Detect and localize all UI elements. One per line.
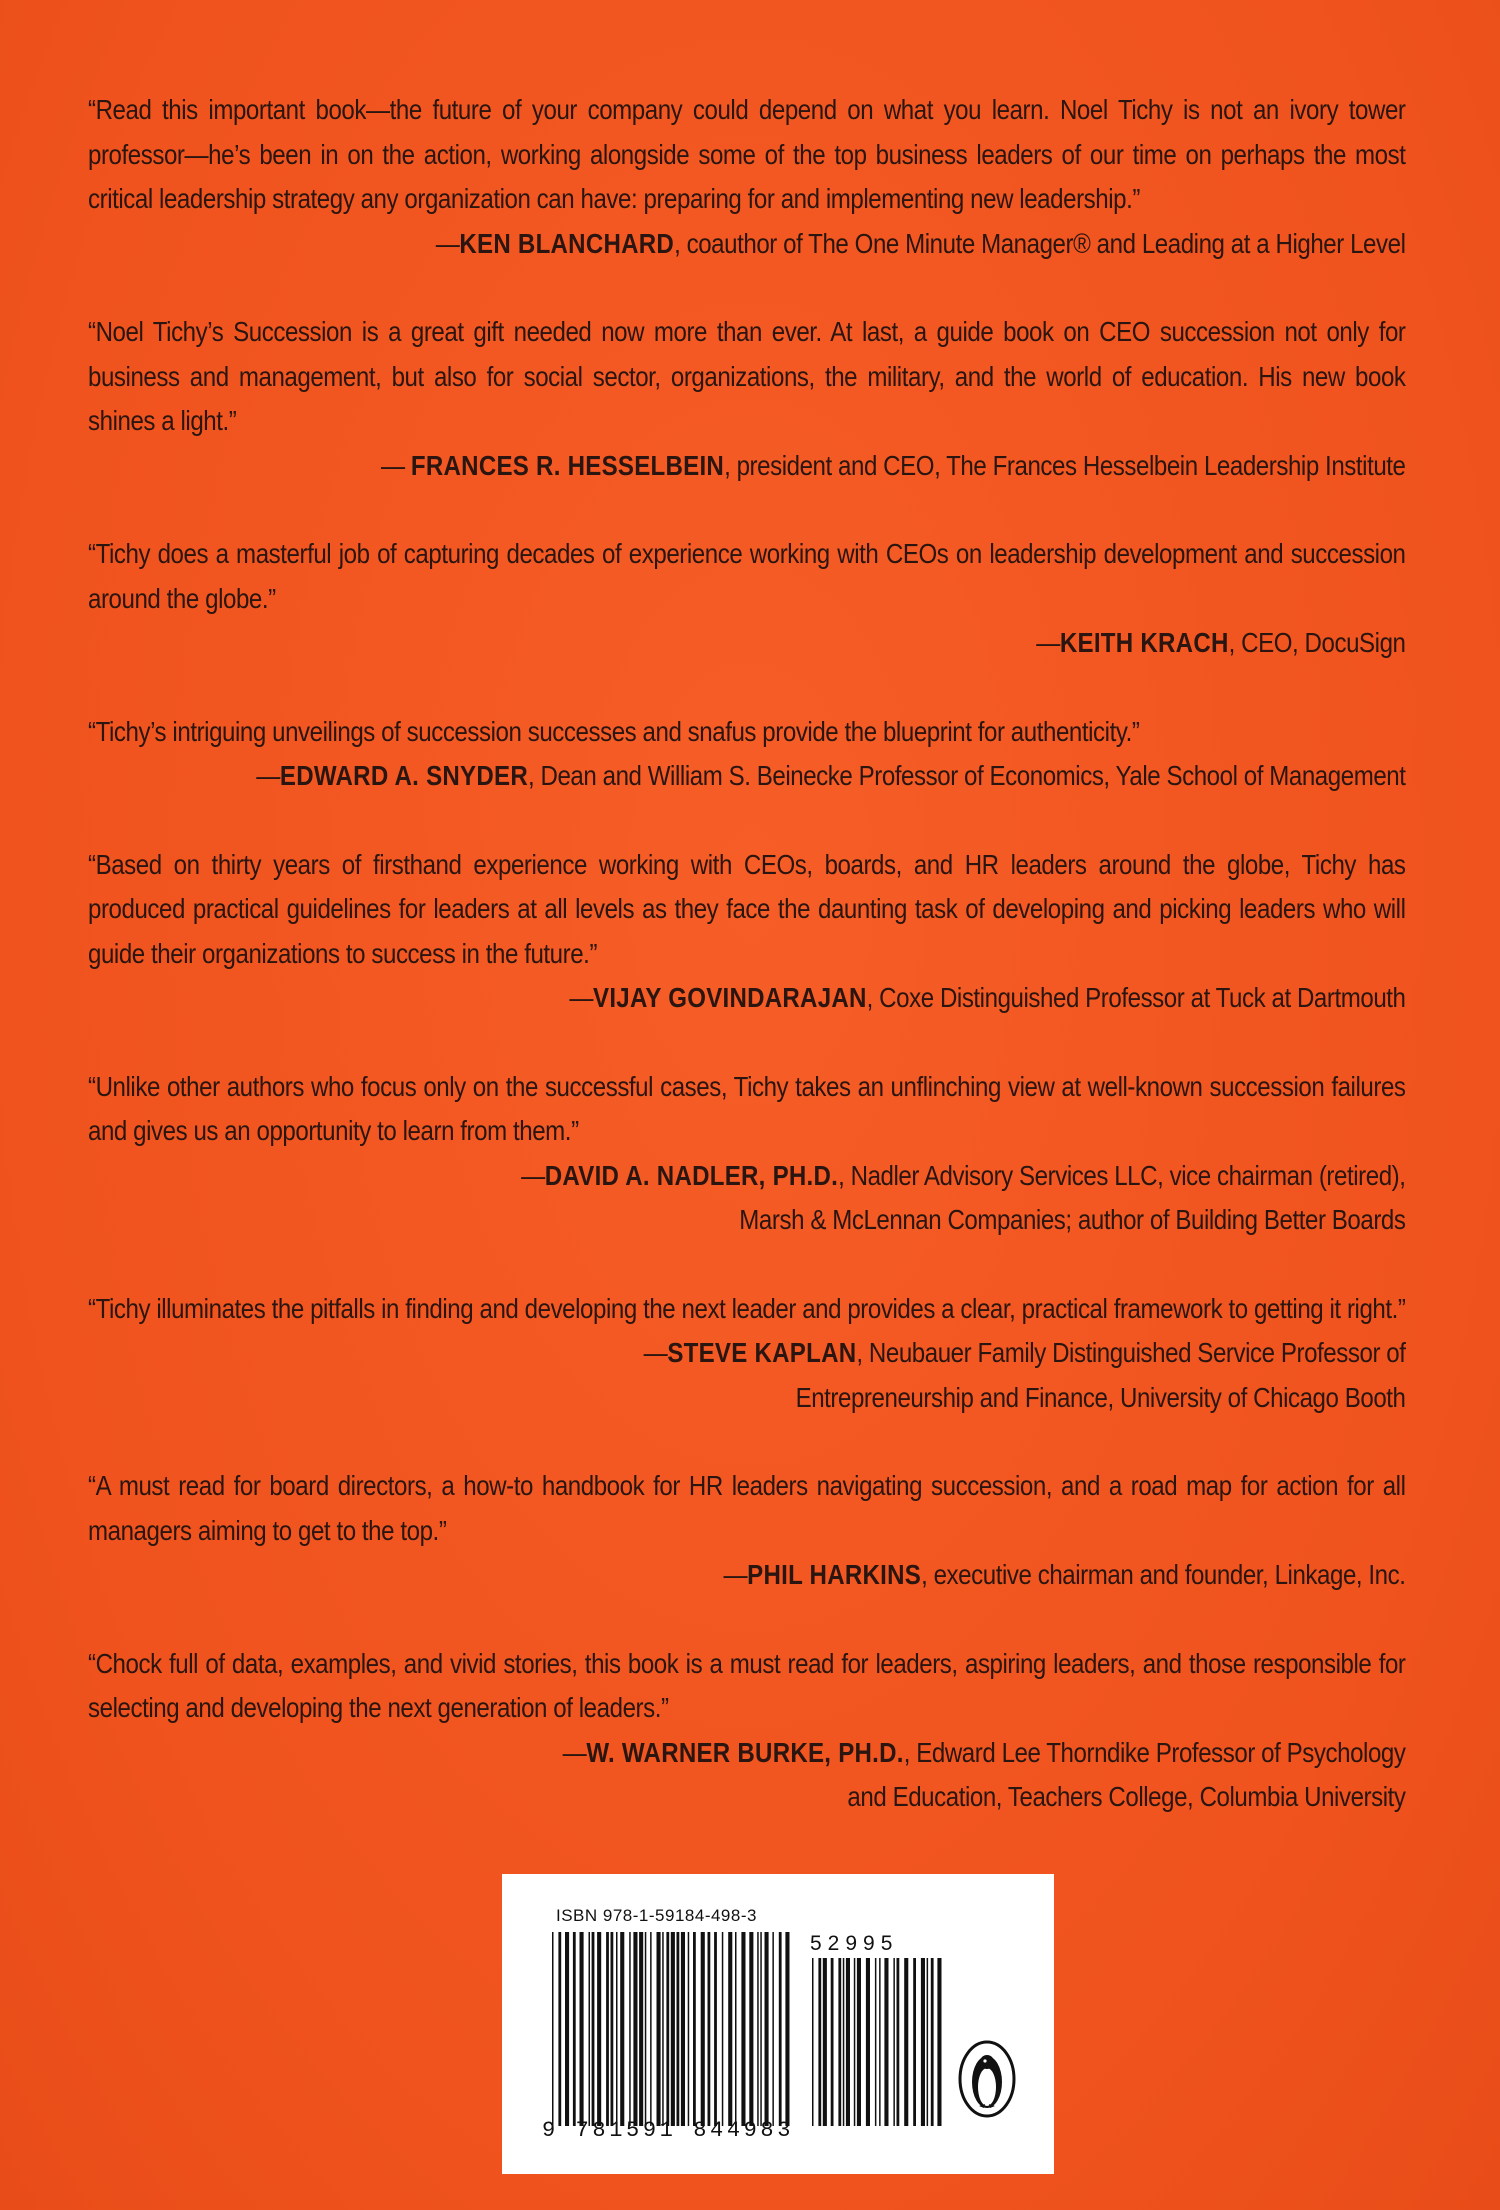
barcode-bar (884, 1958, 888, 2126)
endorser-credentials: , Dean and William S. Beinecke Professor of Economics, Yale School of Management (527, 760, 1406, 791)
barcode-bar (693, 1932, 696, 2126)
barcode-bar (666, 1932, 669, 2126)
barcode-bar (879, 1958, 881, 2126)
blurb-7 (88, 1287, 1406, 1421)
barcode-bar (823, 1958, 827, 2126)
blurb-attribution (88, 754, 1406, 799)
barcode-bar (875, 1958, 877, 2126)
barcode-bar (580, 1932, 584, 2126)
barcode-bar (857, 1958, 861, 2126)
barcode-bar (701, 1932, 705, 2126)
barcode-bar (681, 1932, 685, 2126)
blurb-quote: “Based on thirty years of firsthand experience working with CEOs, boards, and HR leaders around the globe, Tichy has produced practical guidelines for leaders at all levels as they face the daunting task of developing and picking leaders who will guide their organizations to success in the future.” (88, 848, 1406, 969)
barcode-bar (812, 1958, 814, 2126)
endorser-name: STEVE KAPLAN (667, 1337, 857, 1368)
blurb-4 (88, 710, 1406, 799)
blurb-1 (88, 88, 1406, 266)
blurb-2 (88, 310, 1406, 488)
endorser-credentials: , Nadler Advisory Services LLC, vice chairman (retired), (838, 1159, 1406, 1191)
endorser-name: KEN BLANCHARD (459, 227, 675, 259)
barcode-bar (688, 1932, 690, 2126)
barcode-bar (728, 1932, 732, 2126)
barcode-digits: 9 781591 844983 (542, 2118, 795, 2143)
endorser-credentials: and Education, Teachers College, Columbia University (847, 1781, 1406, 1812)
endorser-credentials: , Coxe Distinguished Professor at Tuck at Dartmouth (866, 982, 1406, 1013)
barcode-bar (741, 1932, 745, 2126)
penguin-logo-icon (958, 2040, 1016, 2118)
endorser-credentials: , executive chairman and founder, Linkage, Inc. (921, 1559, 1406, 1590)
endorser-name: KEITH KRACH (1059, 627, 1229, 658)
blurb-attribution (88, 1731, 1406, 1820)
blurb-9 (88, 1642, 1406, 1820)
barcode-bar (921, 1958, 925, 2126)
blurb-quote: “Chock full of data, examples, and vivid stories, this book is a must read for leaders, aspiring leaders, and those responsible for selecting and developing the next generation of leaders.” (88, 1647, 1406, 1723)
blurb-quote: “Read this important book—the future of your company could depend on what you learn. Noel Tichy is not an ivory tower professor—he’s been in on the action, working alongside some of the top business leaders of our time on perhaps the most critical leadership strategy any organization can have: preparing for and implementing new leadership.” (88, 94, 1406, 214)
attribution-dash: — (381, 449, 411, 481)
endorser-name: DAVID A. NADLER, PH.D. (544, 1159, 839, 1191)
endorser-name: EDWARD A. SNYDER (279, 760, 528, 791)
barcode-bar (573, 1932, 576, 2126)
price-code: 52995 (810, 1932, 899, 1955)
barcode-bar (620, 1932, 624, 2126)
barcode-bar (937, 1958, 941, 2126)
barcode-bar (565, 1932, 569, 2126)
blurb-quote: “Tichy illuminates the pitfalls in finding and developing the next leader and provides a clear, practical framework to getting it right.” (88, 1292, 1406, 1324)
blurb-quote: “Tichy’s intriguing unveilings of succession successes and snafus provide the blueprint for authenticity.” (88, 715, 1140, 747)
attribution-dash: — (562, 1736, 587, 1768)
endorser-credentials: , president and CEO, The Frances Hesselbein Leadership Institute (724, 449, 1406, 481)
barcode-bar (931, 1958, 934, 2126)
endorser-name: VIJAY GOVINDARAJAN (593, 982, 867, 1013)
blurb-5 (88, 843, 1406, 1021)
barcode-bar (708, 1932, 711, 2126)
barcode-bar (597, 1932, 601, 2126)
blurb-quote: “A must read for board directors, a how-to handbook for HR leaders navigating succession, and a road map for action for all managers aiming to get to the top.” (88, 1470, 1406, 1546)
barcode-bar (558, 1932, 561, 2126)
barcode-bar (893, 1958, 895, 2126)
endorser-credentials: Entrepreneurship and Finance, University of Chicago Booth (795, 1381, 1406, 1413)
barcode-bar (662, 1932, 664, 2126)
barcode-bar (838, 1958, 841, 2126)
barcode-bar (779, 1932, 782, 2126)
blurb-quote: “Tichy does a masterful job of capturing decades of experience working with CEOs on leadership development and succession around the globe.” (88, 538, 1406, 614)
attribution-dash: — (521, 1159, 545, 1191)
blurb-attribution (88, 976, 1406, 1021)
endorser-name: PHIL HARKINS (747, 1559, 922, 1590)
blurb-attribution (88, 1154, 1406, 1243)
endorser-credentials: , CEO, DocuSign (1228, 627, 1406, 658)
attribution-dash: — (643, 1337, 668, 1368)
endorser-credentials: , Neubauer Family Distinguished Service Professor of (856, 1337, 1406, 1368)
barcode-bar (854, 1958, 856, 2126)
blurb-quote: “Unlike other authors who focus only on the successful cases, Tichy takes an unflinching view at well-known succession failures and gives us an opportunity to learn from them.” (88, 1070, 1406, 1146)
barcode-bar (650, 1932, 652, 2126)
blurb-attribution (88, 1553, 1406, 1598)
blurb-attribution (88, 1331, 1406, 1420)
barcode-bar (552, 1932, 554, 2126)
barcode-bar (831, 1958, 834, 2126)
barcode-bar (671, 1932, 675, 2126)
barcode-bar (785, 1932, 789, 2126)
barcode-bar (765, 1932, 769, 2126)
barcode-bar (760, 1932, 762, 2126)
endorser-credentials: Marsh & McLennan Companies; author of Building Better Boards (739, 1204, 1406, 1235)
barcode-bar (645, 1932, 647, 2126)
endorser-credentials: , coauthor of The One Minute Manager® and Leading at a Higher Level (674, 227, 1406, 259)
attribution-dash: — (435, 227, 460, 259)
attribution-dash: — (1036, 627, 1060, 658)
endorser-name: FRANCES R. HESSELBEIN (410, 449, 725, 481)
endorser-credentials: , Edward Lee Thorndike Professor of Psychology (903, 1736, 1406, 1768)
blurb-6 (88, 1065, 1406, 1243)
barcode-bar (633, 1932, 637, 2126)
barcode-bar (913, 1958, 916, 2126)
barcode-bar (897, 1958, 900, 2126)
isbn-label: ISBN 978-1-59184-498-3 (556, 1906, 757, 1925)
blurb-8 (88, 1464, 1406, 1598)
barcode-bar (639, 1932, 643, 2126)
barcode-bar (735, 1932, 737, 2126)
barcode-bar (818, 1958, 821, 2126)
barcode-bar (927, 1958, 929, 2126)
barcode-bar (616, 1932, 618, 2126)
blurb-attribution (88, 444, 1406, 489)
barcode-bar (866, 1958, 870, 2126)
barcode-bar (589, 1932, 591, 2126)
barcode-bar (772, 1932, 774, 2126)
blurb-attribution (88, 621, 1406, 666)
barcode-bar (657, 1932, 661, 2126)
barcode-bar (749, 1932, 753, 2126)
barcode-bar (843, 1958, 845, 2126)
barcode-bar (677, 1932, 680, 2126)
barcode-bar (606, 1932, 609, 2126)
barcode-bar (722, 1932, 724, 2126)
blurb-attribution (88, 222, 1406, 267)
attribution-dash: — (569, 982, 594, 1013)
barcode-bar (846, 1958, 850, 2126)
barcode-bar (714, 1932, 717, 2126)
attribution-dash: — (723, 1559, 748, 1590)
blurb-quote: “Noel Tichy’s Succession is a great gift needed now more than ever. At last, a guide book on CEO succession not only for business and management, but also for social sector, organizations, the military, and the world of education. His new book shines a light.” (88, 316, 1406, 436)
barcode-bar (904, 1958, 908, 2126)
blurb-list (88, 88, 1406, 1864)
barcode-bar (757, 1932, 759, 2126)
barcode-bar (629, 1932, 631, 2126)
barcode-panel (502, 1874, 1054, 2174)
blurb-3 (88, 532, 1406, 666)
endorser-name: W. WARNER BURKE, PH.D. (586, 1736, 904, 1768)
attribution-dash: — (256, 760, 280, 791)
barcode-bar (611, 1932, 614, 2126)
barcode-bar (592, 1932, 595, 2126)
